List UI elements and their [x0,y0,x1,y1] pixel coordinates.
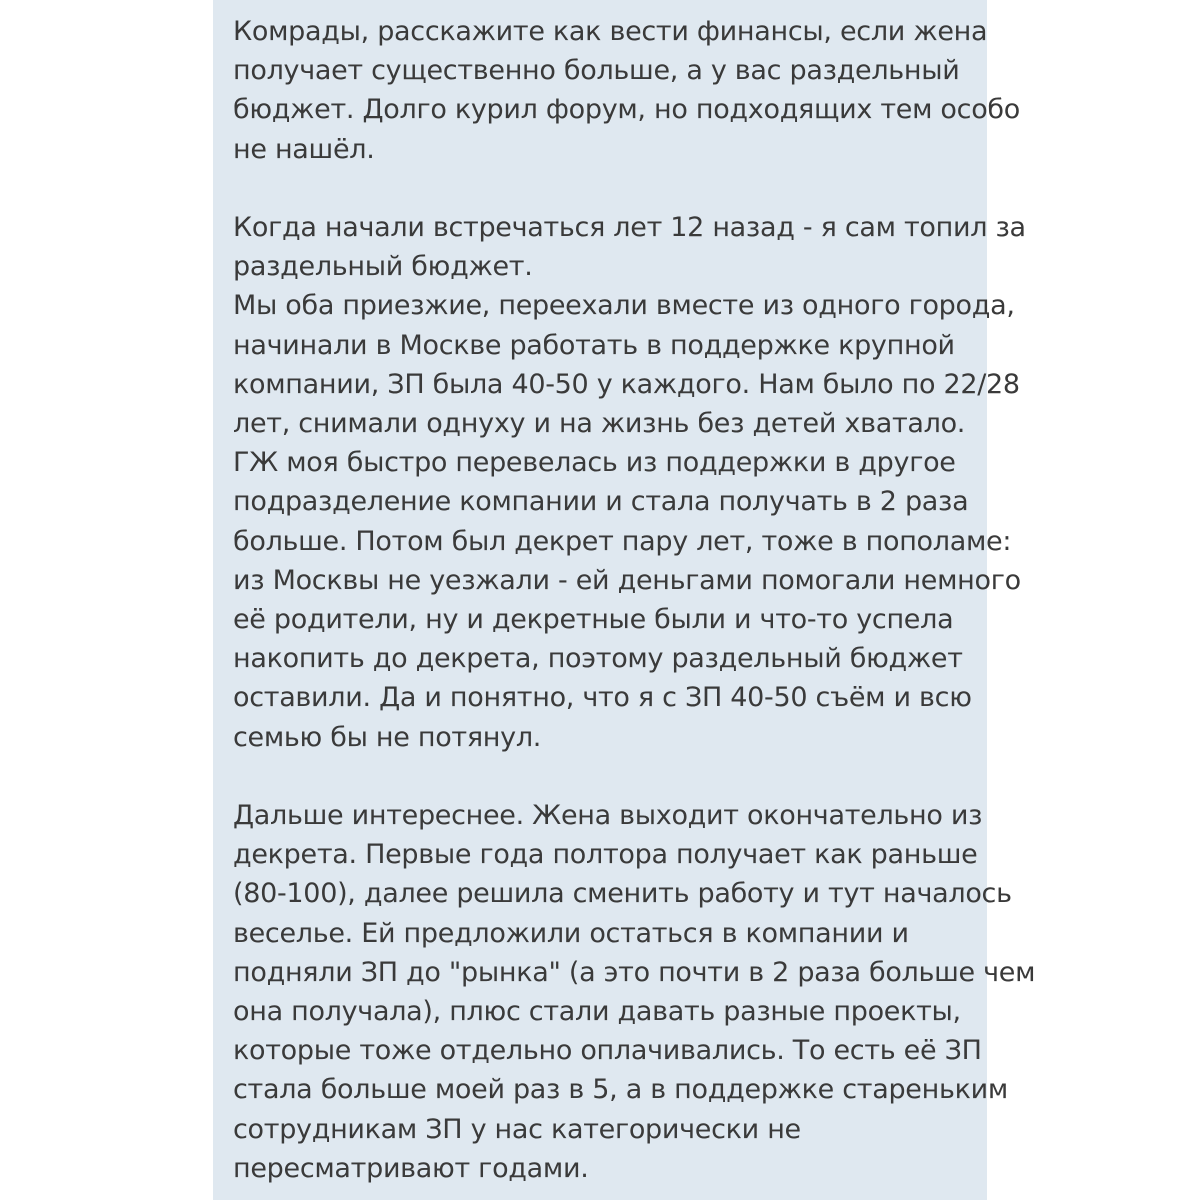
post-paragraph-3 [233,796,1036,1188]
text-line: которые тоже отдельно оплачивались. То есть её ЗП [233,1035,982,1067]
post-paragraph-2 [233,208,1026,757]
text-line: декрета. Первые года полтора получает как раньше [233,839,978,871]
paragraph-gap [233,169,978,208]
paragraph-gap [233,757,978,796]
text-line: Мы оба приезжие, переехали вместе из одного города, [233,290,1015,322]
text-line: не нашёл. [233,133,375,165]
text-line: она получала), плюс стали давать разные проекты, [233,996,961,1028]
text-line: семью бы не потянул. [233,721,542,753]
text-line: оставили. Да и понятно, что я с ЗП 40-50 съём и всю [233,682,972,714]
text-line: стала больше моей раз в 5, а в поддержке стареньким [233,1074,1008,1106]
text-line: Комрады, расскажите как вести финансы, если жена [233,16,988,47]
text-line: веселье. Ей предложили остаться в компании и [233,917,909,949]
text-line: бюджет. Долго курил форум, но подходящих тем особо [233,94,1020,126]
text-line: (80-100), далее решила сменить работу и тут началось [233,878,1012,910]
text-line: пересматривают годами. [233,1152,589,1184]
text-line: подразделение компании и стала получать в 2 раза [233,486,969,518]
text-line: лет, снимали однуху и на жизнь без детей хватало. [233,408,966,440]
text-line: получает существенно больше, а у вас раздельный [233,55,960,87]
text-line: компании, ЗП была 40-50 у каждого. Нам было по 22/28 [233,368,1020,400]
text-line: из Москвы не уезжали - ей деньгами помогали немного [233,564,1021,596]
text-line: ГЖ моя быстро перевелась из поддержки в другое [233,447,956,479]
text-line: Дальше интереснее. Жена выходит окончательно из [233,800,983,832]
text-line: подняли ЗП до "рынка" (а это почти в 2 раза больше чем [233,956,1036,988]
text-line: раздельный бюджет. [233,251,533,283]
text-line: накопить до декрета, поэтому раздельный бюджет [233,643,963,675]
text-line: больше. Потом был декрет пару лет, тоже в пополаме: [233,525,1012,557]
text-line: её родители, ну и декретные были и что-то успела [233,604,954,636]
post-paragraph-1 [233,12,1020,169]
text-line: начинали в Москве работать в поддержке крупной [233,329,955,361]
text-line: Когда начали встречаться лет 12 назад - я сам топил за [233,212,1026,243]
post-body [233,12,1036,1188]
text-line: сотрудникам ЗП у нас категорически не [233,1113,801,1145]
